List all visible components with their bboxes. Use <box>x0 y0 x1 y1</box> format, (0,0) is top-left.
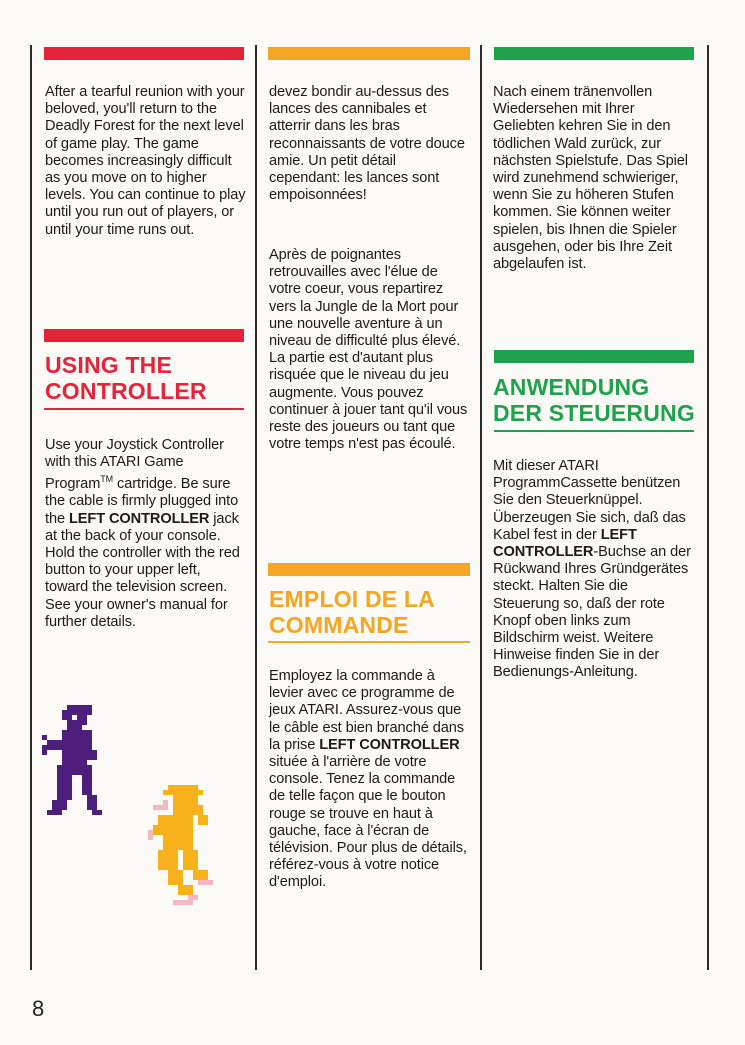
german-heading-bar <box>494 350 694 363</box>
text-run: Employez la commande à levier avec ce programme de jeux ATARI. Assurez-vous que le câble est bien branché dans la prise <box>269 668 464 753</box>
text-run: cartridge. Be sure the cable is firmly plugged into the <box>45 476 239 527</box>
heading-line-2: DER STEUERUNG <box>493 400 695 426</box>
french-paragraph-1: devez bondir au-dessus des lances des cannibales et atterrir dans les bras reconnaissants de votre douce amie. Un petit détail cependant: les lances sont empoisonnées! <box>269 84 465 204</box>
text-run: Use your Joystick Controller with this ATARI Game Program <box>45 437 224 493</box>
column-divider <box>707 45 709 970</box>
english-color-bar <box>44 47 244 60</box>
german-heading-underline <box>494 430 694 432</box>
left-controller-label: LEFT CONTROLLER <box>319 736 460 753</box>
french-color-bar <box>268 47 470 60</box>
german-color-bar <box>494 47 694 60</box>
yellow-explorer-sprite <box>148 785 218 925</box>
french-paragraph-3 <box>269 668 469 892</box>
english-paragraph-1: After a tearful reunion with your beloved, you'll return to the Deadly Forest for the next level of game play. The game becomes increasingly difficult as you move on to higher levels. You can continue to play until you run out of players, or until your time runs out. <box>45 84 246 238</box>
heading-line-1: ANWENDUNG <box>493 374 650 400</box>
heading-line-2: COMMANDE <box>269 612 409 638</box>
german-paragraph-2 <box>493 458 691 682</box>
column-divider <box>30 45 32 970</box>
column-divider <box>480 45 482 970</box>
english-heading-bar <box>44 329 244 342</box>
heading-line-1: USING THE <box>45 352 173 378</box>
text-run: située à l'arrière de votre console. Tenez la commande de telle façon que le bouton rouge se trouve en haut à gauche, face à l'écran de télévision. Pour plus de détails, référez-vous à votre notice d'emploi. <box>269 754 467 891</box>
english-heading-underline <box>44 408 244 410</box>
french-heading-underline <box>268 641 470 643</box>
page-number: 8 <box>32 996 45 1021</box>
left-controller-label: LEFT CONTROLLER <box>493 526 637 561</box>
purple-character-sprite <box>42 705 112 825</box>
german-paragraph-1: Nach einem tränenvollen Wiedersehen mit Ihrer Geliebten kehren Sie in den tödlichen Wald zurück, zur nächsten Spielstufe. Das Spiel wird zunehmend schwieriger, wenn Sie zu höheren Stufen kommen. Sie können weiter spielen, bis Ihnen die Spieler ausgehen, oder bis Ihre Zeit abgelaufen ist. <box>493 84 688 273</box>
german-section-heading <box>493 374 695 426</box>
french-heading-bar <box>268 563 470 576</box>
heading-line-2: CONTROLLER <box>45 378 207 404</box>
column-divider <box>255 45 257 970</box>
text-run: -Buchse an der Rückwand Ihres Gründgerätes steckt. Halten Sie die Steuerung so, daß der rote Knopf oben links zum Bildschirm weist. Weitere Hinweise finden Sie in der Bedienungs-Anleitung. <box>493 544 691 681</box>
english-paragraph-2 <box>45 437 241 631</box>
french-section-heading <box>269 586 435 638</box>
text-run: Mit dieser ATARI ProgrammCassette benützen Sie den Steuerknüppel. Überzeugen Sie sich, daß das Kabel fest in der <box>493 458 686 543</box>
french-paragraph-2: Après de poignantes retrouvailles avec l'élue de votre coeur, vous repartirez vers la Jungle de la Mort pour une nouvelle aventure à un niveau de difficulté plus élevé. La partie est d'autant plus risquée que le niveau du jeu augmente. Vous pouvez continuer à jouer tant qu'il vous reste des joueurs ou tant que votre temps n'est pas écoulé. <box>269 247 468 453</box>
heading-line-1: EMPLOI DE LA <box>269 586 435 612</box>
left-controller-label: LEFT CONTROLLER <box>68 510 210 527</box>
english-section-heading <box>45 352 207 404</box>
trademark: TM <box>100 474 114 485</box>
text-run: jack at the back of your console. Hold the controller with the red button to your upper left, toward the television screen. See your owner's manual for further details. <box>45 510 240 630</box>
